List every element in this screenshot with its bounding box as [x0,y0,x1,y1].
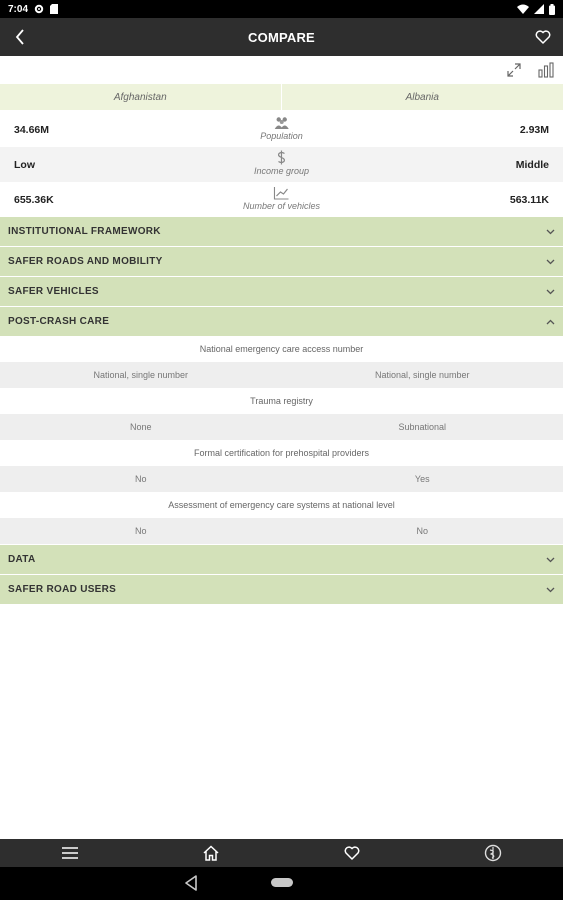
signal-icon [534,4,544,14]
section-safer-road-users[interactable] [0,575,563,604]
answer-row [0,362,563,388]
stat-right-value: 563.11K [509,193,549,206]
question-text: Trauma registry [250,396,313,406]
answer-row [0,466,563,492]
section-label: SAFER ROAD USERS [8,584,117,595]
question-row [0,492,563,518]
section-label: POST-CRASH CARE [8,316,110,327]
page-title: COMPARE [248,29,315,45]
chevron-up-icon [545,317,555,327]
question-row [0,440,563,466]
heart-icon [344,846,360,860]
stat-label: Income group [253,166,310,176]
nav-who[interactable] [422,839,563,867]
section-label: SAFER VEHICLES [8,286,99,297]
stat-row-income [0,147,563,182]
system-nav-bar [0,867,563,900]
answer-left: National, single number [93,370,189,380]
question-text: Assessment of emergency care systems at national level [168,500,395,510]
answer-left: No [134,526,147,536]
stat-label: Population [260,131,303,141]
status-bar [0,0,563,18]
country-header [0,84,563,110]
back-button[interactable] [10,27,30,47]
answer-row [0,414,563,440]
wifi-icon [517,4,529,14]
stat-label: Number of vehicles [242,201,321,211]
stat-right-value: Middle [515,158,549,171]
answer-left: No [134,474,147,484]
question-row [0,388,563,414]
dollar-icon [276,150,286,165]
stat-row-vehicles [0,182,563,217]
view-toolbar [0,58,563,82]
section-safer-roads-and-mobility[interactable] [0,247,563,276]
people-icon [273,115,289,130]
battery-icon [549,4,555,15]
line-chart-icon [273,185,289,200]
stat-row-population [0,112,563,147]
section-label: INSTITUTIONAL FRAMEWORK [8,226,161,237]
nav-home[interactable] [141,839,282,867]
expand-icon[interactable] [505,61,523,79]
chevron-down-icon [545,585,555,595]
system-back-icon[interactable] [184,875,198,896]
answer-left: None [129,422,152,432]
who-logo-icon [484,844,502,862]
favorite-button[interactable] [533,27,553,47]
chevron-left-icon [14,29,26,45]
answer-right: No [416,526,428,536]
stat-right-value: 2.93M [519,123,549,136]
bottom-nav [0,839,563,867]
country-right: Albania [405,91,439,103]
status-time: 7:04 [8,3,29,15]
question-row [0,336,563,362]
section-label: DATA [8,554,36,565]
menu-icon [62,846,78,860]
app-bar [0,18,563,56]
nav-menu[interactable] [0,839,141,867]
chevron-down-icon [545,555,555,565]
nav-favorites[interactable] [282,839,423,867]
chevron-down-icon [545,257,555,267]
settings-gear-icon [34,4,44,14]
section-safer-vehicles[interactable] [0,277,563,306]
chevron-down-icon [545,287,555,297]
answer-right: Subnational [398,422,447,432]
system-home-pill[interactable] [271,878,293,887]
section-institutional-framework[interactable] [0,217,563,246]
home-icon [203,845,219,861]
stat-left-value: Low [14,158,35,171]
answer-row [0,518,563,544]
section-data[interactable] [0,545,563,574]
section-label: SAFER ROADS AND MOBILITY [8,256,163,267]
stat-left-value: 655.36K [14,193,54,206]
country-left: Afghanistan [0,84,282,110]
question-text: Formal certification for prehospital providers [193,448,370,458]
stat-left-value: 34.66M [14,123,50,136]
answer-right: National, single number [374,370,470,380]
section-post-crash-care[interactable] [0,307,563,336]
bar-chart-icon[interactable] [537,61,555,79]
answer-right: Yes [414,474,430,484]
chevron-down-icon [545,227,555,237]
question-text: National emergency care access number [199,344,364,354]
sd-card-icon [50,4,58,14]
heart-outline-icon [535,30,551,44]
